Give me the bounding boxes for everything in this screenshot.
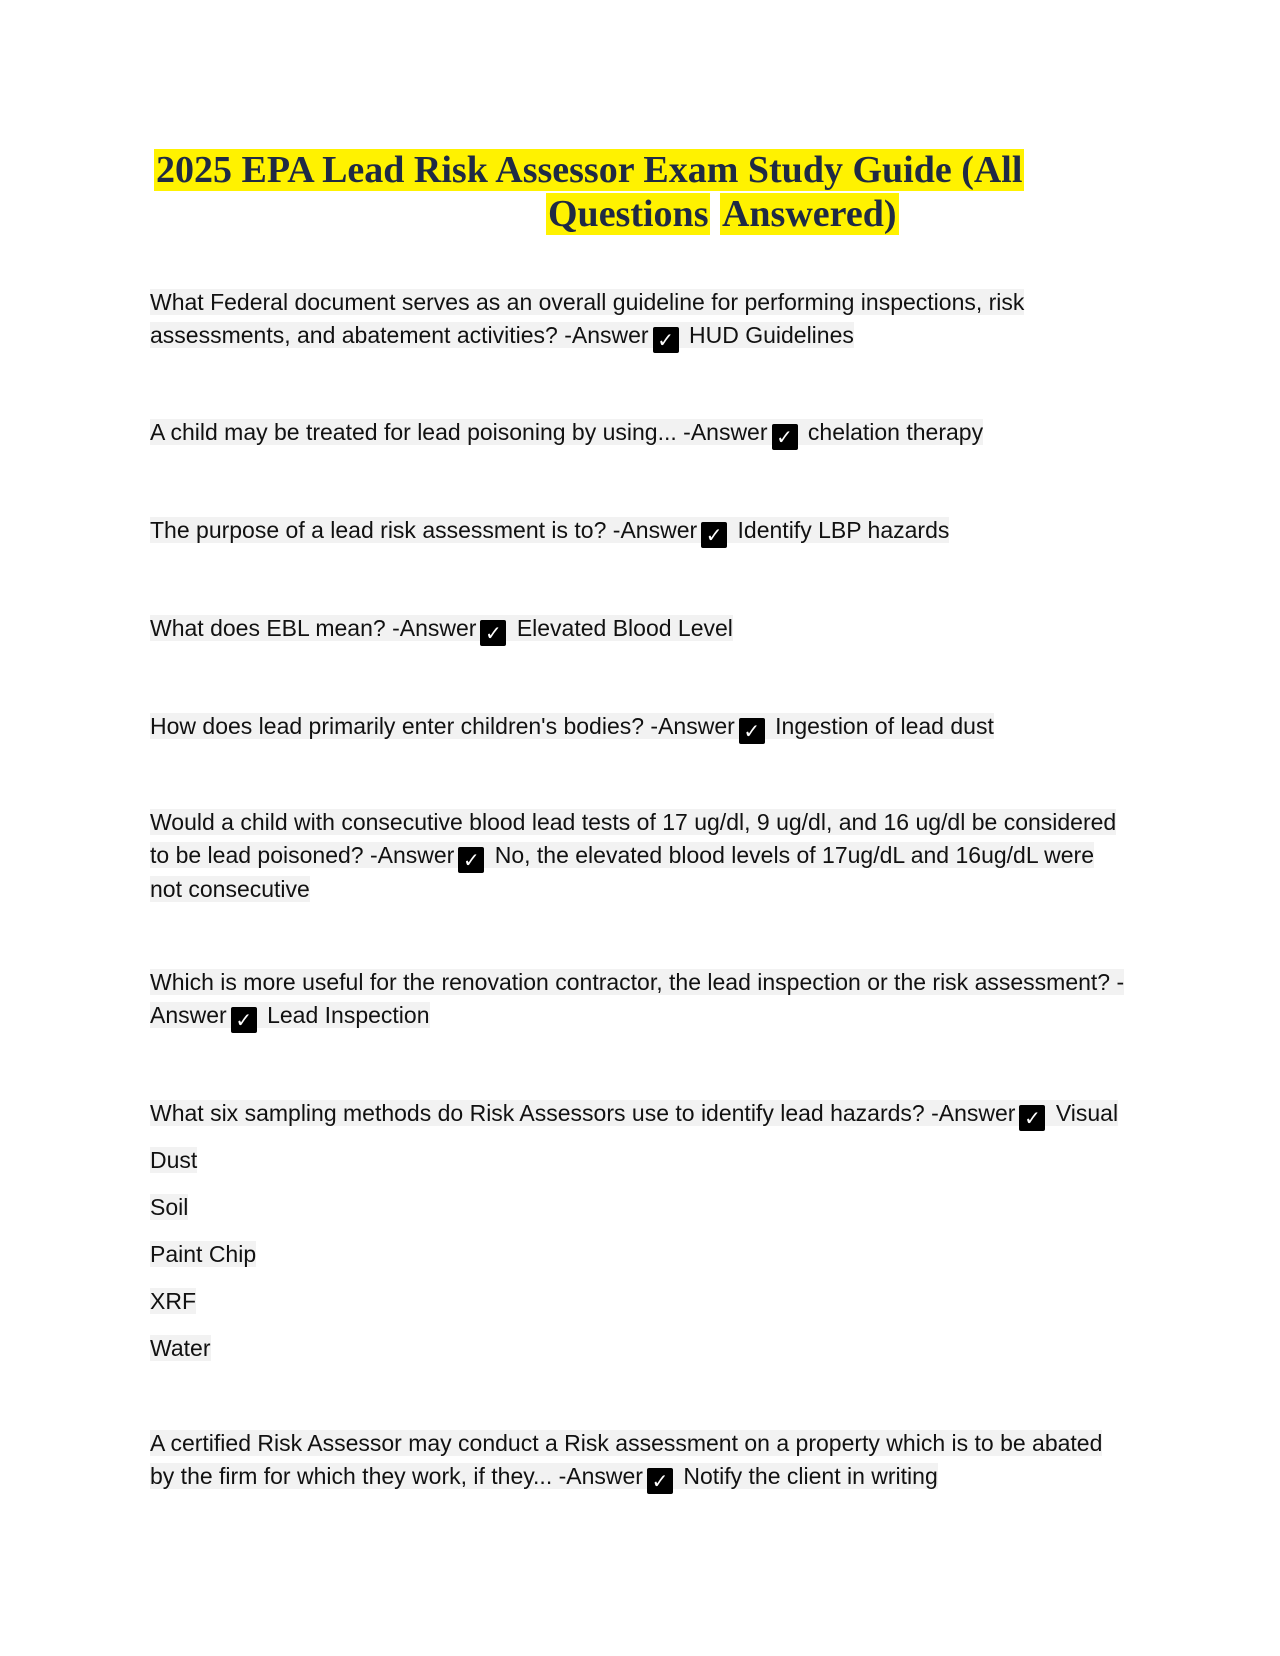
question-text: How does lead primarily enter children's bodies? xyxy=(150,713,645,739)
check-box-icon: ✓ xyxy=(701,522,727,548)
check-box-icon: ✓ xyxy=(647,1468,673,1494)
document-title xyxy=(150,148,1050,236)
question-text: What does EBL mean? xyxy=(150,615,386,641)
answer-marker: -Answer xyxy=(612,517,698,543)
qa-item xyxy=(150,710,1150,744)
qa-item xyxy=(150,1097,1150,1131)
sampling-method: XRF xyxy=(150,1288,196,1314)
question-text: What six sampling methods do Risk Assessors use to identify lead hazards? xyxy=(150,1100,925,1126)
check-box-icon: ✓ xyxy=(458,847,484,873)
answer-marker: -Answer xyxy=(558,1463,643,1489)
check-box-icon: ✓ xyxy=(653,327,679,353)
question-text: A child may be treated for lead poisoning by using... xyxy=(150,419,677,445)
check-box-icon: ✓ xyxy=(739,718,765,744)
answer-text: Ingestion of lead dust xyxy=(775,713,994,739)
qa-item xyxy=(150,416,1150,450)
qa-item xyxy=(150,1427,1130,1494)
answer-text: chelation therapy xyxy=(807,419,984,445)
answer-marker: -Answer xyxy=(392,615,477,641)
question-text: A certified Risk Assessor may conduct a Risk assessment on a property which is to be abated by the firm for which they work, if they... xyxy=(150,1430,1103,1489)
title-line-1: 2025 EPA Lead Risk Assessor Exam Study Guide (All xyxy=(156,149,1023,191)
answer-marker: -Answer xyxy=(650,713,735,739)
check-box-icon: ✓ xyxy=(772,424,798,450)
qa-item xyxy=(150,612,1150,646)
question-text: Which is more useful for the renovation contractor, the lead inspection or the risk assessment? xyxy=(150,969,1111,995)
answer-text: Lead Inspection xyxy=(267,1002,430,1028)
answer-marker: -Answer xyxy=(931,1100,1016,1126)
answer-text: No, the elevated blood levels of 17ug/dL and 16ug/dL were not consecutive xyxy=(150,842,1095,902)
question-text: The purpose of a lead risk assessment is to? xyxy=(150,517,607,543)
qa-item xyxy=(150,286,1030,353)
question-text: Would a child with consecutive blood lead tests of 17 ug/dl, 9 ug/dl, and 16 ug/dl be considered to be lead poisoned? xyxy=(150,809,1117,868)
answer-text: Identify LBP hazards xyxy=(737,517,950,543)
question-text: What Federal document serves as an overall guideline for performing inspections, risk assessments, and abatement activities? xyxy=(150,289,1025,348)
answer-marker: -Answer xyxy=(564,322,649,348)
check-box-icon: ✓ xyxy=(1019,1105,1045,1131)
check-box-icon: ✓ xyxy=(231,1007,257,1033)
answer-marker: -Answer xyxy=(369,842,455,868)
answer-text: Notify the client in writing xyxy=(683,1463,938,1489)
sampling-method: Soil xyxy=(150,1194,189,1220)
answer-marker: -Answer xyxy=(683,419,768,445)
answer-text: Visual xyxy=(1055,1100,1119,1126)
answer-text: Elevated Blood Level xyxy=(516,615,733,641)
answer-text: HUD Guidelines xyxy=(688,322,854,348)
qa-item xyxy=(150,966,1130,1033)
check-box-icon: ✓ xyxy=(480,620,506,646)
sampling-method: Paint Chip xyxy=(150,1241,257,1267)
answer-marker: -Answer xyxy=(150,969,1125,1028)
sampling-method: Dust xyxy=(150,1147,198,1173)
title-line-2: Questions Answered) xyxy=(548,193,897,235)
qa-item xyxy=(150,514,1150,548)
qa-item xyxy=(150,806,1130,906)
sampling-method: Water xyxy=(150,1335,211,1361)
